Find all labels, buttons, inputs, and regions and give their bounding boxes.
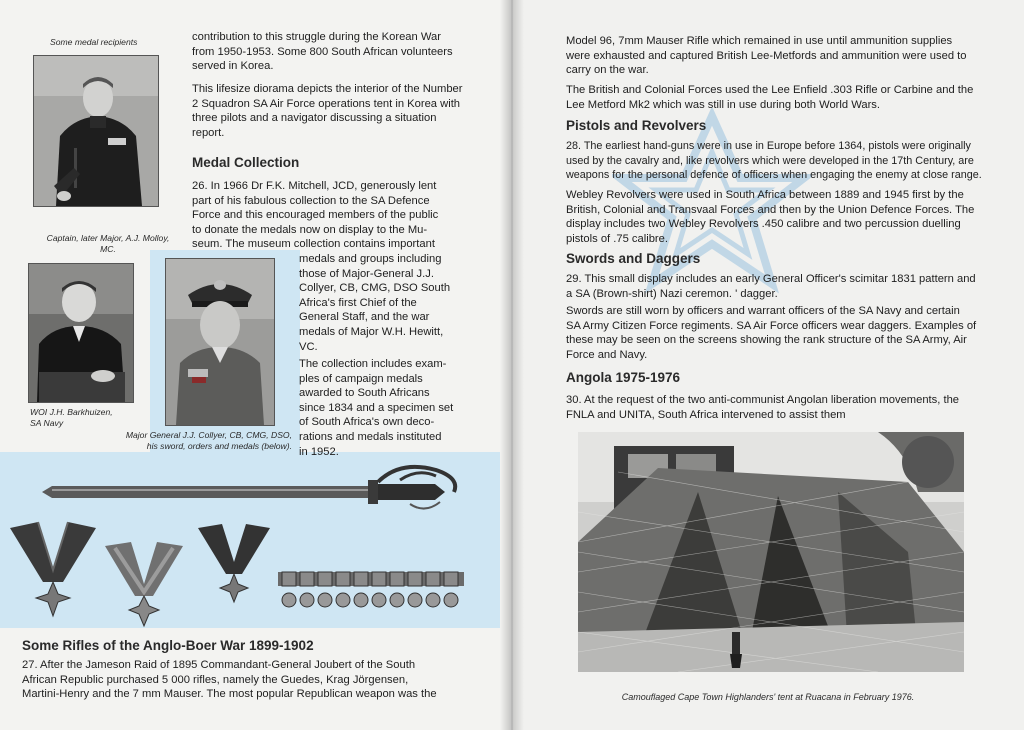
korea-paragraph: contribution to this struggle during the Korean War from 1950-1953. Some 800 South African volunteers served in Korea.: [192, 31, 453, 73]
caption-collyer-line: his sword, orders and medals (below).: [146, 440, 292, 451]
caption-molloy-line: Captain, later Major, A.J. Molloy,: [46, 233, 170, 243]
text-line: of South Africa's own deco-: [299, 416, 435, 429]
text-line: medals of Major W.H. Hewitt,: [299, 325, 444, 338]
caption-barkhuizen-line: WOI J.H. Barkhuizen,: [30, 407, 113, 417]
rifles-heading: Some Rifles of the Anglo-Boer War 1899-1902: [22, 638, 314, 653]
text-line: ples of campaign medals: [299, 372, 423, 385]
text-line: these may be seen on the screens showing the rank structure of the SA Army, Air: [566, 334, 967, 347]
text-line: awarded to South Africans: [299, 387, 430, 400]
caption-barkhuizen: [30, 407, 113, 428]
sword-image: [40, 462, 460, 518]
text-line: medals and groups including: [299, 253, 442, 265]
text-line: The collection includes exam-: [299, 358, 447, 370]
rifles-paragraph: [22, 658, 492, 702]
swords-paragraph: [566, 272, 1016, 301]
text-line: Martini-Henry and the 7 mm Mauser. The most popular Republican weapon was the: [22, 688, 437, 701]
worn-paragraph: [566, 304, 1016, 362]
angola-heading: Angola 1975-1976: [566, 370, 681, 385]
text-line: pistols of .75 calibre.: [566, 232, 668, 245]
text-line: VC.: [299, 340, 318, 353]
text-line: Lee Metford Mk2 which was still in use during both World Wars.: [566, 98, 880, 111]
text-line: Webley Revolvers were used in South Africa between 1889 and 1945 first by the: [566, 189, 964, 201]
medal-collection-heading: Medal Collection: [192, 155, 300, 170]
text-line: British, Colonial and Transvaal Forces and then by the Union Defence Forces. The: [566, 203, 975, 216]
webley-paragraph: [566, 188, 1016, 246]
text-line: African Republic purchased 5 000 rifles, namely the Guedes, Krag Jörgensen,: [22, 673, 409, 686]
text-line: in 1952.: [299, 445, 339, 458]
text-line: to donate the medals now on display to the Mu-: [192, 223, 428, 236]
photo-barkhuizen: [28, 263, 134, 403]
text-line: weapons for the personal defence of officers when engaging the enemy at close range.: [566, 169, 982, 182]
pistols-heading: Pistols and Revolvers: [566, 118, 707, 133]
photo-camouflaged-tent: [578, 432, 964, 672]
text-line: SA Army Citizen Force regiments. SA Air Force officers wear daggers. Examples of: [566, 319, 977, 332]
caption-collyer: [60, 430, 292, 451]
caption-medal-recipients: Some medal recipients: [50, 37, 138, 47]
text-line: were exhausted and captured British Lee-Metfords and ammunition were used to: [566, 49, 967, 62]
text-line: Collyer, CB, CMG, DSO South: [299, 282, 451, 295]
text-line: Force and this encouraged members of the public: [192, 209, 439, 222]
medal-ribbon-3: [196, 522, 272, 606]
pistols-paragraph: [566, 139, 1016, 183]
text-line: since 1834 and a specimen set: [299, 401, 454, 414]
medal-column-paragraph: [299, 252, 489, 354]
text-line: General Staff, and the war: [299, 311, 430, 324]
text-line: used by the cavalry and, like revolvers which were developed in the 17th Century, are: [566, 154, 974, 167]
photo-collyer: [165, 258, 275, 426]
caption-collyer-line: Major General J.J. Collyer, CB, CMG, DSO,: [125, 430, 292, 440]
text-line: display includes two Webley Revolvers .450 calibre and two percussion duelling: [566, 218, 961, 231]
diorama-paragraph: This lifesize diorama depicts the interior of the Number 2 Squadron SA Air Force operations tent in Korea with three pilots and a navigator discussing a situation report.: [192, 83, 463, 139]
text-line: Force and Navy.: [566, 348, 648, 361]
text-line: carry on the war.: [566, 64, 649, 77]
text-line: those of Major-General J.J.: [299, 267, 434, 280]
text-line: seum. The museum collection contains important: [192, 238, 435, 251]
text-line: 30. At the request of the two anti-communist Angolan liberation movements, the: [566, 394, 960, 406]
medal-paragraph: [192, 179, 482, 252]
angola-paragraph: [566, 393, 1016, 422]
enfield-paragraph: [566, 83, 1016, 112]
text-line: Model 96, 7mm Mauser Rifle which remained in use until ammunition supplies: [566, 35, 953, 47]
text-line: 28. The earliest hand-guns were in use in Europe before 1364, pistols were originally: [566, 140, 971, 152]
swords-heading: Swords and Daggers: [566, 251, 701, 266]
text-line: Africa's first Chief of the: [299, 296, 417, 309]
campaign-paragraph: [299, 357, 489, 459]
text-line: Swords are still worn by officers and warrant officers of the SA Navy and certain: [566, 305, 960, 317]
text-line: 27. After the Jameson Raid of 1895 Commandant-General Joubert of the South: [22, 659, 416, 671]
text-line: a SA (Brown-shirt) Nazi ceremon. ' dagger.: [566, 287, 778, 300]
caption-molloy-line: MC.: [100, 243, 116, 254]
text-line: 29. This small display includes an early General Officer's scimitar 1831 pattern and: [566, 273, 976, 285]
text-line: rations and medals instituted: [299, 430, 442, 443]
mauser-paragraph: [566, 34, 1016, 78]
medal-ribbon-1: [8, 520, 98, 620]
photo-tent-caption: Camouflaged Cape Town Highlanders' tent at Ruacana in February 1976.: [621, 692, 915, 702]
right-page: [512, 0, 1024, 730]
book-gutter: [500, 0, 524, 730]
medal-bar: [278, 568, 464, 618]
medal-ribbon-2: [103, 540, 185, 630]
text-line: The British and Colonial Forces used the Lee Enfield .303 Rifle or Carbine and the: [566, 84, 974, 96]
caption-barkhuizen-line: SA Navy: [30, 417, 64, 428]
text-line: 26. In 1966 Dr F.K. Mitchell, JCD, generously lent: [192, 180, 437, 192]
text-line: part of his fabulous collection to the SA Defence: [192, 194, 430, 207]
photo-molloy: [33, 55, 159, 207]
text-line: FNLA and UNITA, South Africa intervened to assist them: [566, 408, 846, 421]
